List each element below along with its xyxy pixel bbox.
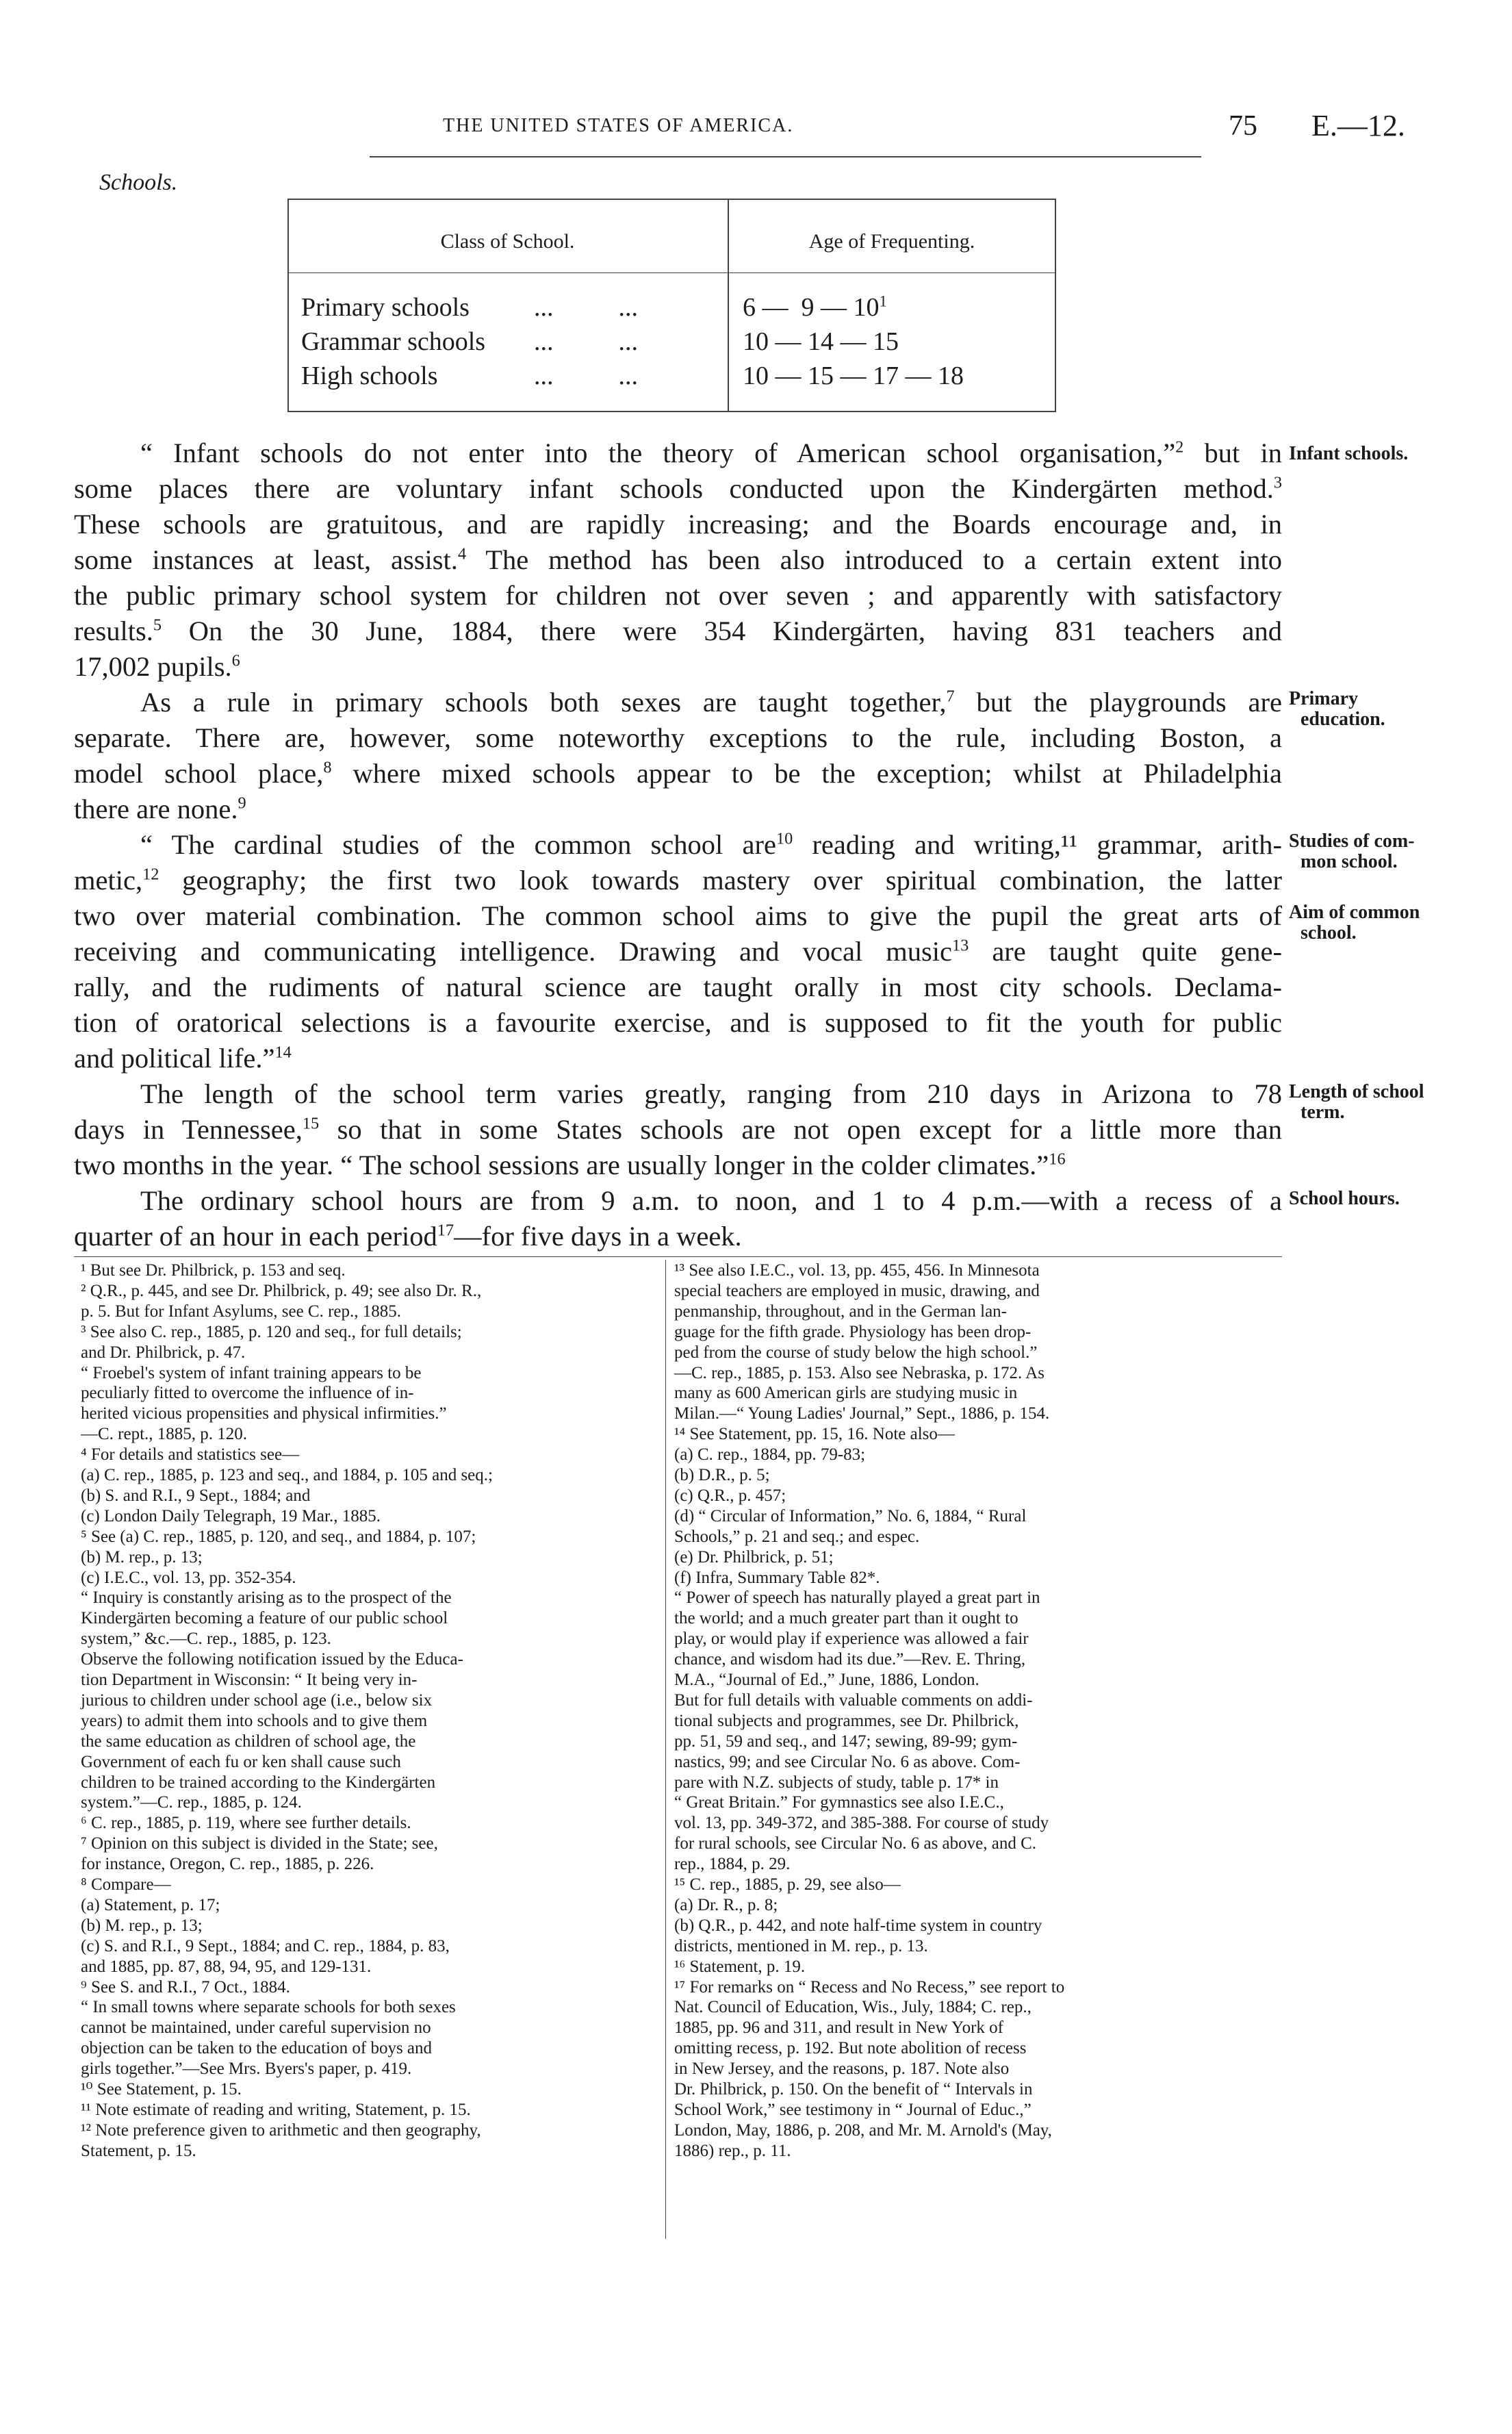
body-line: and political life.”$^{14}$ xyxy=(74,1043,292,1074)
school-class-cell: Grammar schools xyxy=(301,327,486,356)
footnote-line: pare with N.Z. subjects of study, table p. 17* in xyxy=(674,1773,999,1792)
footnote-line: ⁵ See (a) C. rep., 1885, p. 120, and seq., and 1884, p. 107; xyxy=(81,1527,476,1546)
sidenote-primary-education: Primary xyxy=(1289,688,1359,709)
footnote-ref: 1 xyxy=(879,292,887,310)
sidenote-primary-education: education. xyxy=(1300,709,1385,730)
footnote-line: years) to admit them into schools and to give them xyxy=(81,1711,428,1730)
footnote-line: (b) M. rep., p. 13; xyxy=(81,1547,203,1567)
footnote-line: guage for the fifth grade. Physiology has been drop- xyxy=(674,1322,1032,1341)
sidenote-aim: school. xyxy=(1300,922,1357,943)
footnote-line: (b) Q.R., p. 442, and note half-time system in country xyxy=(674,1916,1042,1935)
leader-dots: ... ... xyxy=(534,327,638,356)
footnote-line: ¹⁰ See Statement, p. 15. xyxy=(81,2080,242,2099)
footnote-line: special teachers are employed in music, drawing, and xyxy=(674,1281,1040,1300)
body-line: 17,002 pupils.$^6$ xyxy=(74,651,240,682)
footnote-line: tion Department in Wisconsin: “ It being very in- xyxy=(81,1671,418,1689)
age-cell: 10 — 14 — 15 xyxy=(743,327,899,356)
footnote-line: (f) Infra, Summary Table 82*. xyxy=(674,1568,880,1587)
footnote-line: Observe the following notification issued by the Educa- xyxy=(81,1650,463,1669)
age-range: 6 — 9 — 10 xyxy=(743,293,880,322)
footnote-line: But for full details with valuable comments on addi- xyxy=(674,1690,1033,1710)
footnote-line: peculiarly fitted to overcome the influence of in- xyxy=(81,1384,414,1403)
footnote-line: vol. 13, pp. 349-372, and 385-388. For course of study xyxy=(674,1814,1049,1833)
sidenote-school-term: Length of school xyxy=(1289,1081,1424,1102)
footnote-line: School Work,” see testimony in “ Journal of Educ.,” xyxy=(674,2100,1032,2119)
body-line: tion of oratorical selections is a favourite exercise, and is supposed to fit the youth for public xyxy=(74,1007,1282,1038)
footnote-line: children to be trained according to the Kindergärten xyxy=(81,1773,436,1792)
footnote-line: ¹³ See also I.E.C., vol. 13, pp. 455, 456. In Minnesota xyxy=(674,1261,1040,1280)
footnote-line: the same education as children of school age, the xyxy=(81,1732,416,1751)
sidenote-studies: Studies of com- xyxy=(1289,831,1415,852)
body-line: “ Infant schools do not enter into the theory of American school organisation,”$^2$ but in xyxy=(140,438,1282,468)
footnote-line: ¹⁵ C. rep., 1885, p. 29, see also— xyxy=(674,1875,901,1894)
leader-dots: ... ... xyxy=(534,293,638,322)
footnote-line: and Dr. Philbrick, p. 47. xyxy=(81,1343,246,1362)
footnote-line: (a) C. rep., 1884, pp. 79-83; xyxy=(674,1445,866,1465)
page-number: 75 xyxy=(1229,110,1257,142)
footnote-line: ³ See also C. rep., 1885, p. 120 and seq., for full details; xyxy=(81,1322,462,1341)
footnote-line: ¹⁶ Statement, p. 19. xyxy=(674,1957,806,1976)
footnote-line: tional subjects and programmes, see Dr. Philbrick, xyxy=(674,1711,1019,1730)
footnote-line: ¹ But see Dr. Philbrick, p. 153 and seq. xyxy=(81,1261,346,1280)
footnote-line: Statement, p. 15. xyxy=(81,2141,196,2160)
footnote-line: ¹² Note preference given to arithmetic and then geography, xyxy=(81,2120,481,2140)
footnote-line: ⁸ Compare— xyxy=(81,1875,171,1894)
body-line: model school place,$^8$ where mixed schools appear to be the exception; whilst at Philadelphia xyxy=(74,758,1282,789)
footnote-line: Milan.—“ Young Ladies' Journal,” Sept., 1886, p. 154. xyxy=(674,1404,1050,1423)
body-line: metic,$^{12}$ geography; the first two look towards mastery over spiritual combination, the latter xyxy=(74,865,1282,896)
section-label: Schools. xyxy=(99,170,178,195)
age-cell xyxy=(743,290,887,325)
footnote-line: penmanship, throughout, and in the German lan- xyxy=(674,1302,1007,1321)
column-header-class: Class of School. xyxy=(440,230,575,253)
footnote-line: herited vicious propensities and physical infirmities.” xyxy=(81,1404,447,1423)
footnote-line: pp. 51, 59 and seq., and 147; sewing, 89-99; gym- xyxy=(674,1732,1018,1751)
table-header-rule xyxy=(287,272,1056,273)
footnote-line: for instance, Oregon, C. rep., 1885, p. 226. xyxy=(81,1855,374,1874)
footnote-line: system.”—C. rep., 1885, p. 124. xyxy=(81,1793,302,1812)
footnote-line: “ Froebel's system of infant training appears to be xyxy=(81,1363,422,1382)
body-line: The length of the school term varies greatly, ranging from 210 days in Arizona to 78 xyxy=(140,1078,1282,1109)
age-cell: 10 — 15 — 17 — 18 xyxy=(743,362,964,390)
footnote-line: p. 5. But for Infant Asylums, see C. rep., 1885. xyxy=(81,1302,402,1321)
body-line: days in Tennessee,$^{15}$ so that in some States schools are not open except for a little more than xyxy=(74,1114,1283,1145)
footnote-line: Dr. Philbrick, p. 150. On the benefit of “ Intervals in xyxy=(674,2080,1033,2099)
body-line: there are none.$^9$ xyxy=(74,794,246,824)
footnote-line: (d) “ Circular of Information,” No. 6, 1884, “ Rural xyxy=(674,1506,1027,1525)
body-line: rally, and the rudiments of natural science are taught orally in most city schools. Declama- xyxy=(74,972,1282,1002)
footnote-line: cannot be maintained, under careful supervision no xyxy=(81,2018,431,2038)
table-right-rule xyxy=(1055,199,1056,412)
footnote-line: —C. rept., 1885, p. 120. xyxy=(81,1425,248,1444)
footnote-line: omitting recess, p. 192. But note abolition of recess xyxy=(674,2039,1027,2058)
footnote-line: ⁶ C. rep., 1885, p. 119, where see further details. xyxy=(81,1814,411,1833)
sidenote-aim: Aim of common xyxy=(1289,902,1420,923)
sidenote-infant-schools: Infant schools. xyxy=(1289,443,1409,464)
footnote-line: districts, mentioned in M. rep., p. 13. xyxy=(674,1936,928,1955)
body-line: some places there are voluntary infant schools conducted upon the Kindergärten method.$^3$ xyxy=(74,473,1282,504)
body-line: receiving and communicating intelligence. Drawing and vocal music$^{13}$ are taught quite gene- xyxy=(74,936,1282,967)
footnote-line: (c) Q.R., p. 457; xyxy=(674,1486,786,1505)
footnote-line: nastics, 99; and see Circular No. 6 as above. Com- xyxy=(674,1752,1021,1771)
footnote-line: Schools,” p. 21 and seq.; and espec. xyxy=(674,1527,920,1546)
body-line: results.$^5$ On the 30 June, 1884, there were 354 Kindergärten, having 831 teachers and xyxy=(74,616,1282,646)
body-line: two months in the year. “ The school sessions are usually longer in the colder climates.”$^{16}$ xyxy=(74,1150,1066,1180)
footnote-line: ⁴ For details and statistics see— xyxy=(81,1445,300,1465)
footnote-line: the world; and a much greater part than it ought to xyxy=(674,1609,1018,1628)
header-rule xyxy=(370,156,1201,157)
footnote-line: (b) M. rep., p. 13; xyxy=(81,1916,203,1935)
footnote-line: “ Power of speech has naturally played a great part in xyxy=(674,1588,1040,1608)
footnote-line: ² Q.R., p. 445, and see Dr. Philbrick, p. 49; see also Dr. R., xyxy=(81,1281,482,1300)
footnote-line: London, May, 1886, p. 208, and Mr. M. Arnold's (May, xyxy=(674,2120,1052,2140)
footnote-line: chance, and wisdom had its due.”—Rev. E. Thring, xyxy=(674,1650,1026,1669)
footnote-line: (a) Statement, p. 17; xyxy=(81,1895,220,1914)
footnote-line: ¹⁴ See Statement, pp. 15, 16. Note also— xyxy=(674,1425,955,1444)
footnote-column-divider xyxy=(665,1260,666,2239)
body-line: The ordinary school hours are from 9 a.m. to noon, and 1 to 4 p.m.—with a recess of a xyxy=(140,1185,1282,1216)
body-line: These schools are gratuitous, and are rapidly increasing; and the Boards encourage and, in xyxy=(74,509,1282,540)
footnote-line: jurious to children under school age (i.e., below six xyxy=(81,1690,433,1710)
footnote-line: (c) S. and R.I., 9 Sept., 1884; and C. rep., 1884, p. 83, xyxy=(81,1936,450,1955)
footnote-line: many as 600 American girls are studying music in xyxy=(674,1384,1018,1403)
footnote-line: “ In small towns where separate schools for both sexes xyxy=(81,1998,456,2017)
footnote-line: 1885, pp. 96 and 311, and result in New York of xyxy=(674,2018,1003,2038)
footnote-line: ⁷ Opinion on this subject is divided in the State; see, xyxy=(81,1834,438,1853)
body-line: separate. There are, however, some noteworthy exceptions to the rule, including Boston, a xyxy=(74,722,1282,753)
footnote-line: (a) C. rep., 1885, p. 123 and seq., and 1884, p. 105 and seq.; xyxy=(81,1466,493,1484)
column-header-age: Age of Frequenting. xyxy=(808,230,975,253)
table-top-rule xyxy=(287,199,1056,200)
sidenote-school-hours: School hours. xyxy=(1289,1188,1400,1209)
footnote-line: ped from the course of study below the high school.” xyxy=(674,1343,1038,1362)
footnote-line: —C. rep., 1885, p. 153. Also see Nebraska, p. 172. As xyxy=(674,1363,1045,1382)
table-bottom-rule xyxy=(287,411,1056,412)
footnote-line: ¹¹ Note estimate of reading and writing, Statement, p. 15. xyxy=(81,2100,471,2119)
footnote-line: (c) London Daily Telegraph, 19 Mar., 1885. xyxy=(81,1506,381,1525)
body-line: the public primary school system for children not over seven ; and apparently with satisfactory xyxy=(74,580,1282,611)
footnote-line: 1886) rep., p. 11. xyxy=(674,2141,791,2160)
school-class-cell: High schools xyxy=(301,362,438,390)
footnote-line: Nat. Council of Education, Wis., July, 1884; C. rep., xyxy=(674,1998,1032,2017)
footnote-line: “ Great Britain.” For gymnastics see also I.E.C., xyxy=(674,1793,1004,1812)
report-reference: E.—12. xyxy=(1311,109,1405,142)
body-line: quarter of an hour in each period$^{17}$—for five days in a week. xyxy=(74,1221,742,1252)
footnote-line: rep., 1884, p. 29. xyxy=(674,1855,791,1874)
footnote-line: (b) S. and R.I., 9 Sept., 1884; and xyxy=(81,1486,311,1505)
footnote-line: and 1885, pp. 87, 88, 94, 95, and 129-131. xyxy=(81,1957,372,1976)
footnote-line: “ Inquiry is constantly arising as to the prospect of the xyxy=(81,1588,452,1608)
footnote-line: play, or would play if experience was allowed a fair xyxy=(674,1630,1029,1649)
footnote-line: Government of each fu or ken shall cause such xyxy=(81,1752,401,1771)
footnote-line: Kindergärten becoming a feature of our public school xyxy=(81,1609,448,1628)
footnote-line: M.A., “Journal of Ed.,” June, 1886, London. xyxy=(674,1671,979,1689)
footnote-line: ⁹ See S. and R.I., 7 Oct., 1884. xyxy=(81,1977,290,1996)
body-line: some instances at least, assist.$^4$ The method has been also introduced to a certain extent into xyxy=(74,544,1282,575)
body-line: “ The cardinal studies of the common school are$^{10}$ reading and writing,¹¹ grammar, arith- xyxy=(140,829,1282,860)
sidenote-school-term: term. xyxy=(1300,1102,1345,1123)
footnote-line: (b) D.R., p. 5; xyxy=(674,1466,770,1484)
school-class-cell: Primary schools xyxy=(301,293,470,322)
footnote-line: girls together.”—See Mrs. Byers's paper, p. 419. xyxy=(81,2059,412,2079)
footnote-line: in New Jersey, and the reasons, p. 187. Note also xyxy=(674,2059,1010,2079)
body-line: As a rule in primary schools both sexes are taught together,$^7$ but the playgrounds are xyxy=(140,687,1282,718)
leader-dots: ... ... xyxy=(534,362,638,390)
footnote-line: (a) Dr. R., p. 8; xyxy=(674,1895,778,1914)
sidenote-studies: mon school. xyxy=(1300,851,1398,872)
footnote-line: objection can be taken to the education of boys and xyxy=(81,2039,433,2058)
body-line: two over material combination. The common school aims to give the pupil the great arts of xyxy=(74,900,1282,931)
footnote-line: ¹⁷ For remarks on “ Recess and No Recess,” see report to xyxy=(674,1977,1065,1996)
footnote-rule xyxy=(74,1256,1282,1257)
footnote-line: (c) I.E.C., vol. 13, pp. 352-354. xyxy=(81,1568,296,1587)
footnote-line: for rural schools, see Circular No. 6 as above, and C. xyxy=(674,1834,1037,1853)
footnote-line: system,” &c.—C. rep., 1885, p. 123. xyxy=(81,1630,331,1649)
footnote-line: (e) Dr. Philbrick, p. 51; xyxy=(674,1547,834,1567)
running-title: THE UNITED STATES OF AMERICA. xyxy=(443,115,794,136)
